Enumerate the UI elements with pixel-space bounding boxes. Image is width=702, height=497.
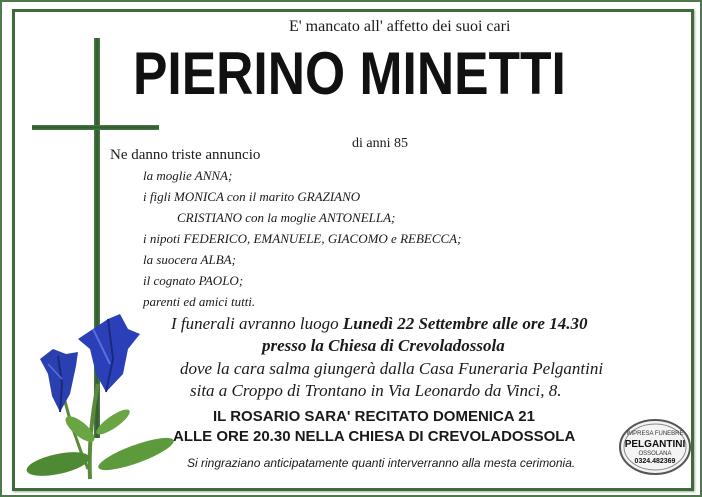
family-line: i nipoti FEDERICO, EMANUELE, GIACOMO e REBECCA; [143,231,462,246]
funeral-intro: I funerali avranno luogo [171,314,343,333]
logo-top: IMPRESA FUNEBRE [626,431,684,437]
announce-text: Ne danno triste annuncio [110,147,261,163]
logo-phone: 0324.482369 [634,458,676,465]
funeral-line-4: sita a Croppo di Trontano in Via Leonardo da Vinci, 8. [190,381,562,400]
funeral-line-3: dove la cara salma giungerà dalla Casa Funeraria Pelgantini [180,359,604,378]
funeral-date: Lunedì 22 Settembre alle ore 14.30 [342,314,588,333]
cross-horizontal [32,125,159,130]
deceased-name: PIERINO MINETTI [133,40,566,107]
family-line: il cognato PAOLO; [143,273,244,288]
rosary-line: IL ROSARIO SARA' RECITATO DOMENICA 21 [213,408,535,425]
family-line: la suocera ALBA; [143,252,236,267]
funeral-line-1 [171,314,587,334]
family-line: la moglie ANNA; [143,168,233,183]
funeral-church: presso la Chiesa di Crevoladossola [262,336,505,355]
family-line: CRISTIANO con la moglie ANTONELLA; [177,210,396,225]
family-line: i figli MONICA con il marito GRAZIANO [143,189,361,204]
logo-sub: OSSOLANA [638,451,672,457]
intro-text: E' mancato all' affetto dei suoi cari [289,18,511,35]
thanks-text: Si ringraziano anticipatamente quanti interverranno alla mesta cerimonia. [187,456,576,470]
rosary-line: ALLE ORE 20.30 NELLA CHIESA DI CREVOLADOSSOLA [173,428,576,445]
logo-name: PELGANTINI [624,439,686,450]
age-text: di anni 85 [352,136,408,151]
pelgantini-logo [618,418,692,476]
gentian-flower-image [18,304,198,484]
family-line: parenti ed amici tutti. [143,294,256,309]
